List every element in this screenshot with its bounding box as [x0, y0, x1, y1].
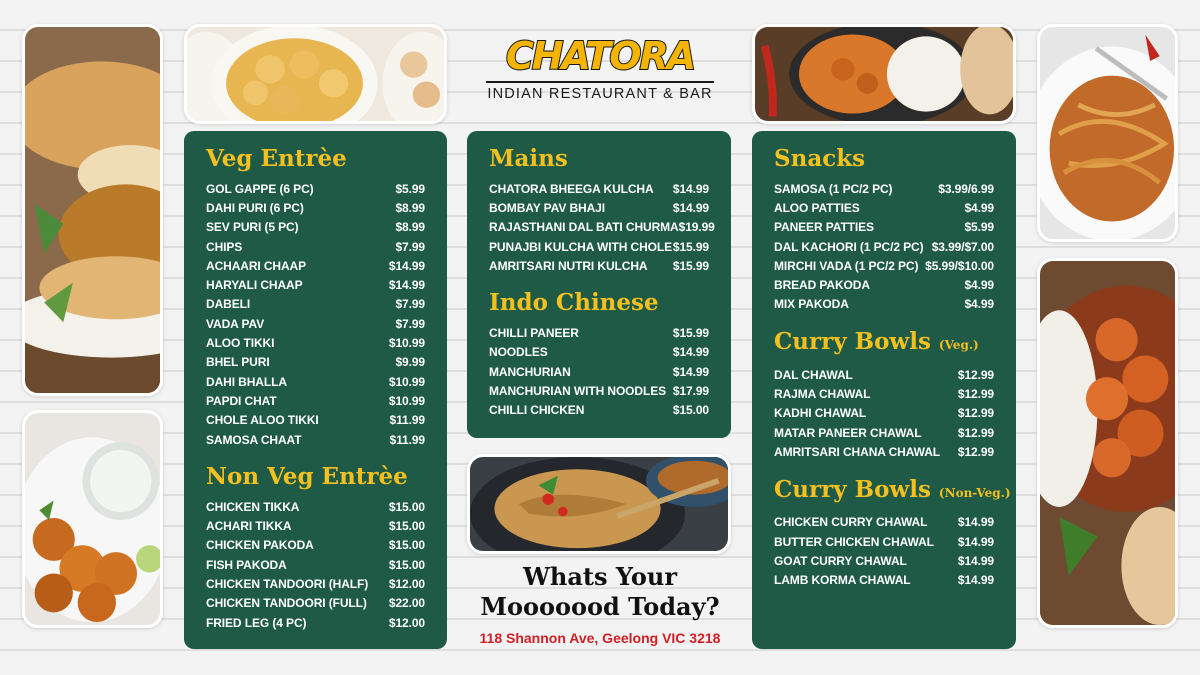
menu-item-name: PUNAJBI KULCHA WITH CHOLE	[489, 239, 673, 254]
menu-item-price: $8.99	[395, 220, 425, 235]
menu-item-price: $14.99	[957, 534, 994, 549]
menu-item	[206, 333, 425, 352]
promo-tagline	[462, 562, 738, 622]
menu-item-name: ACHARI TIKKA	[206, 519, 292, 534]
menu-item	[206, 275, 425, 294]
menu-item-name: AMRITSARI CHANA CHAWAL	[774, 444, 941, 459]
menu-item-name: CHIPS	[206, 239, 243, 254]
butter-chicken-photo	[1037, 258, 1178, 628]
menu-item	[206, 594, 425, 613]
menu-item-price: $7.99	[395, 297, 425, 312]
menu-item-name: ACHAARI CHAAP	[206, 258, 307, 273]
promo-line-1: Whats Your	[522, 562, 678, 591]
menu-item-name: RAJMA CHAWAL	[774, 387, 871, 402]
promo-line-2: Mooooood Today?	[480, 592, 720, 621]
curry-veg-title-text: Curry Bowls	[774, 328, 931, 356]
menu-item-price: $14.99	[957, 515, 994, 530]
snacks-and-curry-panel	[752, 131, 1016, 649]
logo-divider	[486, 81, 714, 83]
menu-item-name: SAMOSA CHAAT	[206, 432, 302, 447]
menu-item-name: DAL KACHORI (1 PC/2 PC)	[774, 239, 924, 254]
menu-item	[206, 295, 425, 314]
menu-item-name: CHICKEN CURRY CHAWAL	[774, 515, 928, 530]
menu-item	[774, 551, 994, 570]
menu-item-name: SEV PURI (5 PC)	[206, 220, 299, 235]
menu-item	[489, 256, 709, 275]
mains-and-indo-chinese-panel	[467, 131, 731, 438]
menu-item-price: $11.99	[389, 413, 425, 428]
menu-item	[489, 381, 709, 400]
menu-item-price: $10.99	[388, 374, 425, 389]
menu-item-price: $19.99	[678, 220, 715, 235]
menu-item	[774, 423, 994, 442]
menu-item	[206, 237, 425, 256]
menu-item-name: MIRCHI VADA (1 PC/2 PC)	[774, 258, 919, 273]
menu-item-price: $4.99	[964, 278, 994, 293]
menu-item-name: FISH PAKODA	[206, 557, 287, 572]
mains-list	[489, 179, 715, 275]
menu-item-price: $15.99	[672, 326, 709, 341]
menu-item-price: $14.99	[672, 345, 709, 360]
menu-item	[206, 536, 425, 555]
menu-item-name: MATAR PANEER CHAWAL	[774, 425, 922, 440]
section-title-snacks: Snacks	[774, 145, 866, 172]
menu-item-price: $4.99	[964, 297, 994, 312]
section-title-veg-entree: Veg Entrèe	[206, 145, 347, 172]
menu-item-price: $14.99	[388, 278, 425, 293]
veg-and-nonveg-panel	[184, 131, 447, 649]
menu-item-name: CHATORA BHEEGA KULCHA	[489, 181, 654, 196]
menu-item-name: PAPDI CHAT	[206, 393, 277, 408]
menu-item-price: $7.99	[395, 239, 425, 254]
menu-item-price: $12.99	[957, 387, 994, 402]
menu-item	[489, 362, 709, 381]
pakora-photo	[22, 410, 163, 628]
menu-item-name: CHOLE ALOO TIKKI	[206, 413, 319, 428]
section-title-non-veg-entree: Non Veg Entrèe	[206, 463, 408, 491]
menu-item-name: MIX PAKODA	[774, 297, 849, 312]
menu-item-name: GOAT CURRY CHAWAL	[774, 553, 907, 568]
menu-item	[774, 532, 994, 551]
menu-item-price: $5.99	[395, 181, 425, 196]
menu-item-price: $8.99	[395, 200, 425, 215]
menu-item	[489, 198, 709, 217]
menu-item-price: $14.99	[388, 258, 425, 273]
menu-item-price: $5.99/$10.00	[925, 258, 994, 273]
menu-item-name: CHICKEN TIKKA	[206, 499, 300, 514]
menu-item	[206, 314, 425, 333]
menu-item-price: $4.99	[964, 200, 994, 215]
menu-item	[774, 237, 994, 256]
menu-item	[774, 218, 994, 237]
menu-item	[206, 497, 425, 516]
menu-item	[206, 411, 425, 430]
indo-chinese-list	[489, 323, 709, 419]
menu-item	[774, 442, 994, 461]
menu-item-price: $17.99	[672, 384, 709, 399]
menu-item-name: BREAD PAKODA	[774, 278, 870, 293]
logo-tagline: INDIAN RESTAURANT & BAR	[487, 86, 713, 102]
logo-wordmark: CHATORA	[505, 34, 695, 78]
menu-item-price: $14.99	[672, 364, 709, 379]
menu-item-price: $12.99	[957, 444, 994, 459]
menu-item-name: CHILLI PANEER	[489, 326, 579, 341]
menu-item-price: $15.99	[672, 258, 709, 273]
section-title-mains: Mains	[489, 145, 568, 172]
menu-item	[774, 179, 994, 198]
curry-rice-photo	[752, 24, 1016, 124]
menu-item-price: $14.99	[672, 181, 709, 196]
menu-item-price: $15.99	[672, 239, 709, 254]
menu-item-price: $15.00	[672, 403, 709, 418]
menu-item-price: $12.00	[388, 615, 425, 630]
curry-veg-list	[774, 365, 994, 461]
menu-item-price: $12.00	[388, 576, 425, 591]
section-title-curry-nonveg	[774, 475, 1011, 507]
menu-item	[206, 613, 425, 632]
menu-item	[489, 343, 709, 362]
menu-item-name: CHICKEN TANDOORI (HALF)	[206, 576, 369, 591]
vada-pav-photo	[22, 24, 163, 396]
menu-item-price: $7.99	[395, 316, 425, 331]
menu-item	[774, 404, 994, 423]
menu-item-price: $11.99	[389, 432, 425, 447]
menu-item-name: HARYALI CHAAP	[206, 278, 303, 293]
menu-item-name: MANCHURIAN WITH NOODLES	[489, 384, 667, 399]
non-veg-entree-list	[206, 497, 425, 632]
menu-item-name: VADA PAV	[206, 316, 265, 331]
menu-item	[774, 384, 994, 403]
menu-item	[206, 391, 425, 410]
menu-item-name: DAHI PURI (6 PC)	[206, 200, 304, 215]
menu-item-price: $14.99	[672, 200, 709, 215]
section-title-indo-chinese: Indo Chinese	[489, 289, 659, 317]
menu-item-name: DAHI BHALLA	[206, 374, 287, 389]
menu-item	[206, 574, 425, 593]
curry-veg-subtitle: (Veg.)	[938, 338, 979, 353]
menu-item-price: $12.99	[957, 367, 994, 382]
menu-item	[206, 198, 425, 217]
menu-item-price: $5.99	[964, 220, 994, 235]
menu-item-price: $22.00	[388, 596, 425, 611]
section-title-curry-veg	[774, 328, 994, 359]
menu-item-name: CHICKEN TANDOORI (FULL)	[206, 596, 367, 611]
menu-item	[206, 372, 425, 391]
menu-item	[206, 179, 425, 198]
menu-item	[774, 513, 994, 532]
menu-item-price: $12.99	[957, 425, 994, 440]
menu-item	[774, 365, 994, 384]
menu-item	[489, 218, 715, 237]
menu-item	[206, 218, 425, 237]
curry-nonveg-list	[774, 513, 994, 590]
menu-item-name: ALOO PATTIES	[774, 200, 860, 215]
menu-item	[489, 323, 709, 342]
menu-item-name: BOMBAY PAV BHAJI	[489, 200, 605, 215]
menu-item-name: SAMOSA (1 PC/2 PC)	[774, 181, 893, 196]
restaurant-address: 118 Shannon Ave, Geelong VIC 3218	[479, 630, 721, 646]
menu-item-price: $3.99/$7.00	[931, 239, 994, 254]
menu-item-name: GOL GAPPE (6 PC)	[206, 181, 314, 196]
curry-nonveg-subtitle: (Non-Veg.)	[938, 485, 1011, 500]
pani-puri-photo	[184, 24, 447, 124]
restaurant-logo	[486, 34, 714, 114]
menu-item-name: AMRITSARI NUTRI KULCHA	[489, 258, 648, 273]
veg-entree-list	[206, 179, 425, 449]
menu-item	[206, 430, 425, 449]
menu-item	[206, 555, 425, 574]
spaghetti-photo	[1037, 24, 1178, 242]
menu-item-name: KADHI CHAWAL	[774, 406, 867, 421]
menu-item	[206, 353, 425, 372]
menu-item	[774, 295, 994, 314]
menu-item-name: CHILLI CHICKEN	[489, 403, 585, 418]
menu-item	[774, 570, 994, 589]
menu-item	[489, 237, 709, 256]
menu-item	[774, 275, 994, 294]
menu-item-name: MANCHURIAN	[489, 364, 571, 379]
curry-nonveg-title-text: Curry Bowls	[774, 475, 931, 503]
noodles-photo	[467, 454, 731, 554]
menu-item-name: ALOO TIKKI	[206, 336, 275, 351]
menu-item-price: $14.99	[957, 553, 994, 568]
menu-item-price: $9.99	[395, 355, 425, 370]
menu-item-name: DAL CHAWAL	[774, 367, 853, 382]
menu-item-name: BUTTER CHICKEN CHAWAL	[774, 534, 934, 549]
menu-item	[489, 179, 709, 198]
menu-item	[489, 401, 709, 420]
menu-item-price: $15.00	[388, 519, 425, 534]
menu-item-name: NOODLES	[489, 345, 548, 360]
menu-item-price: $10.99	[388, 336, 425, 351]
menu-item-price: $3.99/6.99	[938, 181, 994, 196]
menu-item-name: FRIED LEG (4 PC)	[206, 615, 307, 630]
menu-item-price: $15.00	[388, 499, 425, 514]
menu-item-name: LAMB KORMA CHAWAL	[774, 573, 911, 588]
menu-item-price: $15.00	[388, 557, 425, 572]
menu-item-name: BHEL PURI	[206, 355, 270, 370]
menu-item	[206, 256, 425, 275]
snacks-list	[774, 179, 994, 314]
menu-item-name: PANEER PATTIES	[774, 220, 874, 235]
menu-item	[774, 256, 994, 275]
menu-item-price: $10.99	[388, 393, 425, 408]
menu-item-price: $15.00	[388, 538, 425, 553]
menu-item-price: $12.99	[957, 406, 994, 421]
menu-item	[206, 516, 425, 535]
menu-item-price: $14.99	[957, 573, 994, 588]
menu-item	[774, 198, 994, 217]
menu-item-name: RAJASTHANI DAL BATI CHURMA	[489, 220, 679, 235]
menu-item-name: CHICKEN PAKODA	[206, 538, 314, 553]
menu-item-name: DABELI	[206, 297, 251, 312]
